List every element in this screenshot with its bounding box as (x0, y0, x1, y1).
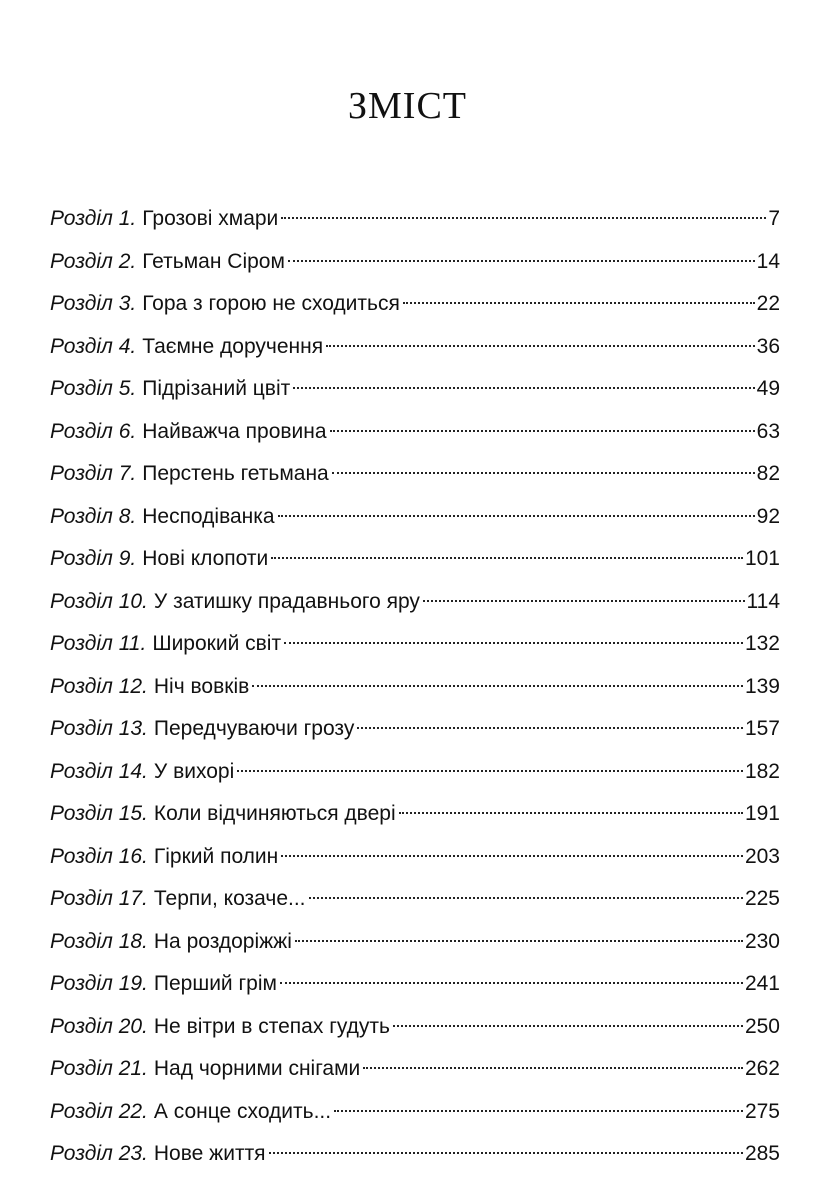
toc-entry (50, 1006, 780, 1049)
page-number: 114 (746, 589, 780, 613)
toc-entry (50, 1091, 780, 1134)
page-number: 7 (768, 207, 780, 230)
toc-entry (50, 283, 780, 326)
toc-entry (50, 836, 780, 879)
dot-leader (399, 812, 743, 814)
dot-leader (280, 982, 743, 984)
chapter-title: Гора з горою не сходиться (142, 292, 400, 315)
page-number: 14 (756, 249, 780, 273)
page-number: 230 (744, 929, 780, 953)
chapter-title: Грозові хмари (142, 207, 279, 230)
page-number: 203 (744, 844, 780, 868)
chapter-number: Розділ 8. (50, 504, 137, 528)
chapter-title: Гіркий полин (153, 844, 279, 868)
chapter-title: Таємне доручення (142, 334, 324, 358)
chapter-title: Не вітри в степах гудуть (153, 1014, 390, 1038)
page-number: 275 (744, 1099, 780, 1123)
page-number: 285 (744, 1142, 780, 1165)
chapter-title: А сонце сходить... (153, 1099, 332, 1123)
dot-leader (334, 1110, 743, 1112)
chapter-number: Розділ 5. (50, 377, 137, 400)
chapter-title: Нові клопоти (142, 547, 269, 570)
dot-leader (269, 1152, 743, 1154)
chapter-number: Розділ 1. (50, 207, 137, 230)
chapter-title: Терпи, козаче... (153, 887, 306, 910)
toc-entry (50, 793, 780, 836)
chapter-title: Над чорними снігами (153, 1057, 361, 1080)
chapter-title: Ніч вовків (153, 674, 250, 698)
chapter-title: Гетьман Сіром (142, 249, 285, 273)
chapter-number: Розділ 19. (50, 972, 148, 995)
chapter-number: Розділ 6. (50, 419, 137, 443)
dot-leader (326, 345, 755, 347)
chapter-title: Передчуваючи грозу (153, 717, 355, 740)
dot-leader (284, 642, 743, 644)
chapter-title: Перший грім (153, 972, 277, 995)
dot-leader (271, 557, 743, 559)
page-number: 191 (744, 802, 780, 825)
toc-entry (50, 411, 780, 454)
chapter-number: Розділ 17. (50, 887, 148, 910)
chapter-title: Підрізаний цвіт (142, 377, 291, 400)
page-number: 157 (744, 717, 780, 740)
chapter-number: Розділ 18. (50, 929, 148, 953)
chapter-number: Розділ 7. (50, 462, 137, 485)
page-number: 225 (744, 887, 780, 910)
toc-entry (50, 326, 780, 369)
toc-entry (50, 666, 780, 709)
chapter-number: Розділ 3. (50, 292, 137, 315)
chapter-title: У вихорі (153, 759, 235, 783)
chapter-number: Розділ 13. (50, 717, 148, 740)
toc-entry (50, 751, 780, 794)
page-number: 262 (744, 1057, 780, 1080)
page-number: 101 (744, 547, 780, 570)
chapter-number: Розділ 4. (50, 334, 137, 358)
page-number: 132 (744, 632, 780, 655)
dot-leader (363, 1067, 743, 1069)
dot-leader (309, 897, 743, 899)
toc-entry (50, 1133, 780, 1176)
chapter-number: Розділ 21. (50, 1057, 148, 1080)
dot-leader (357, 727, 743, 729)
dot-leader (281, 217, 766, 219)
toc-entry (50, 1048, 780, 1091)
chapter-number: Розділ 11. (50, 632, 147, 655)
chapter-title: Нове життя (153, 1142, 266, 1165)
chapter-number: Розділ 22. (50, 1099, 148, 1123)
page-title: ЗМІСТ (347, 85, 468, 127)
chapter-number: Розділ 14. (50, 759, 148, 783)
page-number: 82 (756, 462, 780, 485)
page-number: 182 (744, 759, 780, 783)
page-number: 49 (756, 377, 780, 400)
chapter-number: Розділ 12. (50, 674, 148, 698)
page-number: 241 (744, 972, 780, 995)
chapter-number: Розділ 16. (50, 844, 148, 868)
toc-entry (50, 878, 780, 921)
toc-entry (50, 368, 780, 411)
dot-leader (393, 1025, 743, 1027)
chapter-title: На роздоріжжі (153, 929, 292, 953)
page-number: 92 (756, 504, 780, 528)
toc-entry (50, 921, 780, 964)
dot-leader (278, 515, 755, 517)
dot-leader (403, 302, 755, 304)
dot-leader (288, 260, 755, 262)
dot-leader (295, 940, 743, 942)
page-number: 63 (756, 419, 780, 443)
dot-leader (293, 387, 754, 389)
dot-leader (281, 855, 743, 857)
chapter-number: Розділ 15. (50, 802, 148, 825)
dot-leader (252, 685, 743, 687)
table-of-contents (50, 198, 780, 1176)
toc-entry (50, 708, 780, 751)
page-number: 139 (744, 674, 780, 698)
chapter-title: Перстень гетьмана (142, 462, 329, 485)
toc-entry (50, 453, 780, 496)
page-number: 250 (744, 1014, 780, 1038)
chapter-title: У затишку прадавнього яру (153, 589, 420, 613)
toc-entry (50, 581, 780, 624)
toc-entry (50, 963, 780, 1006)
chapter-title: Широкий світ (152, 632, 282, 655)
chapter-number: Розділ 2. (50, 249, 137, 273)
dot-leader (237, 770, 743, 772)
dot-leader (330, 430, 755, 432)
chapter-number: Розділ 9. (50, 547, 137, 570)
chapter-number: Розділ 23. (50, 1142, 148, 1165)
toc-entry (50, 623, 780, 666)
chapter-number: Розділ 10. (50, 589, 148, 613)
chapter-title: Несподіванка (142, 504, 275, 528)
toc-entry (50, 496, 780, 539)
toc-entry (50, 538, 780, 581)
dot-leader (423, 600, 745, 602)
page-number: 22 (756, 292, 780, 315)
toc-entry (50, 198, 780, 241)
chapter-title: Коли відчиняються двері (153, 802, 396, 825)
chapter-title: Найважча провина (142, 419, 327, 443)
page-number: 36 (756, 334, 780, 358)
toc-entry (50, 241, 780, 284)
chapter-number: Розділ 20. (50, 1014, 148, 1038)
dot-leader (332, 472, 755, 474)
